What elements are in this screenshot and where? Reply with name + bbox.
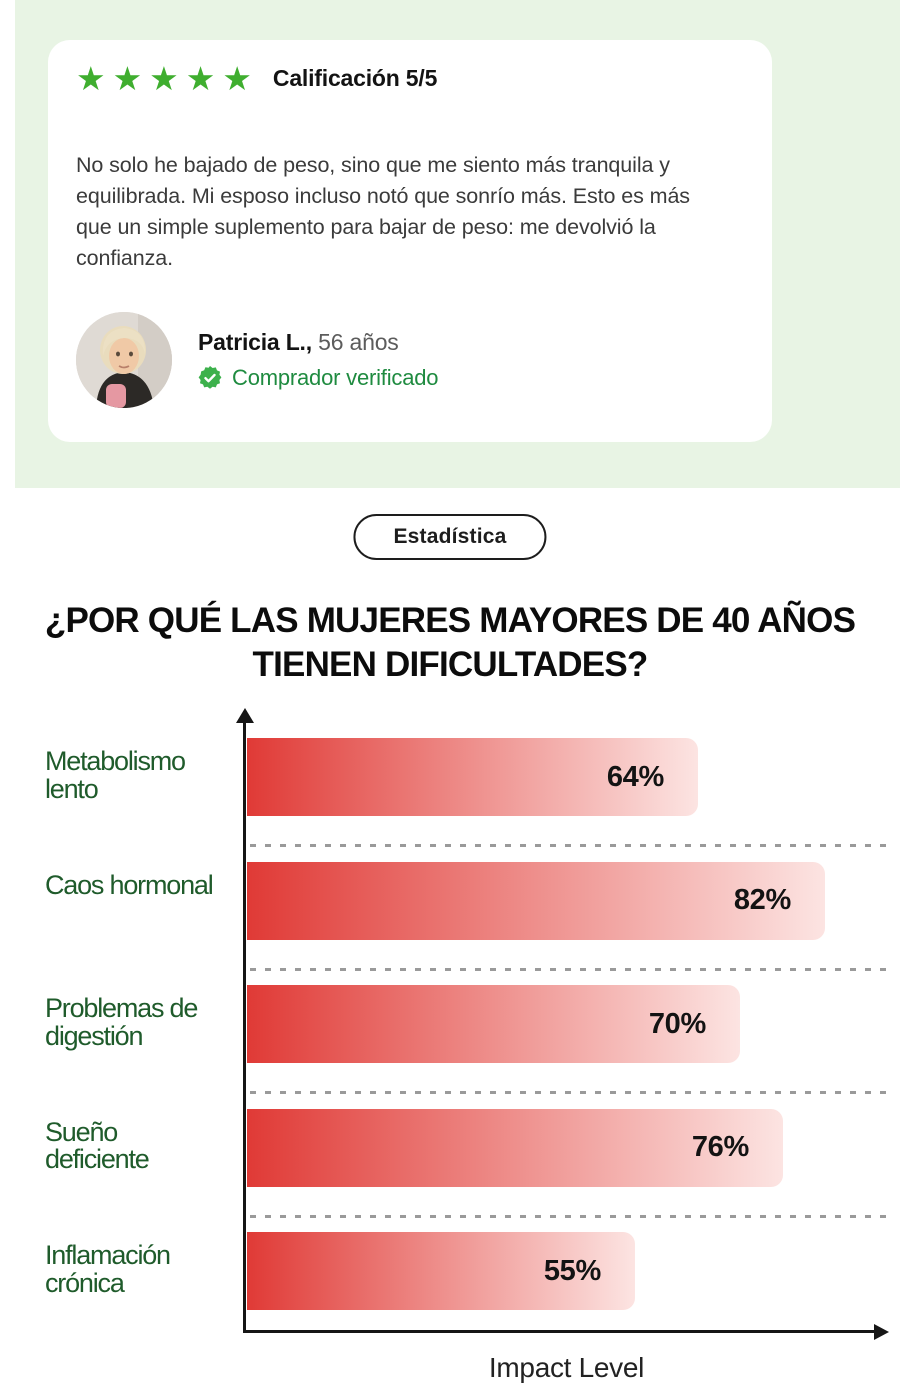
x-axis-arrow-icon	[874, 1324, 889, 1340]
verified-line	[198, 365, 438, 391]
category-label: Problemas de digestión	[45, 993, 198, 1051]
y-axis	[243, 722, 246, 1333]
star-rating-icons: ★★★★★	[76, 60, 259, 97]
chart-bar	[247, 1232, 635, 1310]
chart-bar	[247, 862, 825, 940]
bar-value-label: 82%	[733, 884, 791, 916]
category-label: Caos hormonal	[45, 869, 213, 900]
section-badge: Estadística	[353, 514, 546, 560]
x-axis	[243, 1330, 877, 1333]
category-label: Inflamación crónica	[45, 1240, 170, 1298]
avatar	[76, 312, 172, 408]
category-label: Metabolismo lento	[45, 746, 185, 804]
category-label: Sueño deficiente	[45, 1116, 149, 1175]
section-heading: ¿POR QUÉ LAS MUJERES MAYORES DE 40 AÑOS TIENEN DIFICULTADES?	[44, 601, 856, 685]
impact-bar-chart	[0, 700, 900, 1400]
bar-value-label: 70%	[648, 1007, 706, 1040]
row-separator-dashed-line	[250, 1091, 894, 1094]
chart-bar	[247, 738, 698, 816]
author-name: Patricia L.,	[198, 329, 312, 355]
bar-value-label: 64%	[606, 760, 664, 793]
chart-bar	[247, 985, 740, 1063]
row-separator-dashed-line	[250, 968, 894, 971]
author-line	[198, 329, 438, 356]
verified-check-icon	[198, 366, 222, 390]
reviewer-profile	[76, 312, 438, 408]
rating-label: Calificación 5/5	[272, 65, 438, 91]
review-card	[48, 40, 772, 442]
row-separator-dashed-line	[250, 844, 894, 847]
y-axis-arrow-icon	[236, 708, 254, 723]
avatar-portrait-icon	[76, 312, 172, 408]
review-text: No solo he bajado de peso, sino que me siento más tranquila y equilibrada. Mi esposo incluso notó que sonrío más. Esto es más que un simple suplemento para bajar de peso: me devolvió la confianza.	[76, 152, 690, 271]
bar-value-label: 55%	[543, 1254, 601, 1287]
row-separator-dashed-line	[250, 1215, 894, 1218]
verified-label: Comprador verificado	[232, 365, 439, 390]
author-block	[198, 329, 438, 391]
bar-value-label: 76%	[691, 1131, 749, 1163]
x-axis-label: Impact Level	[488, 1352, 645, 1383]
rating-row	[76, 62, 437, 95]
chart-bar	[247, 1109, 783, 1187]
author-age: 56 años	[318, 329, 399, 355]
